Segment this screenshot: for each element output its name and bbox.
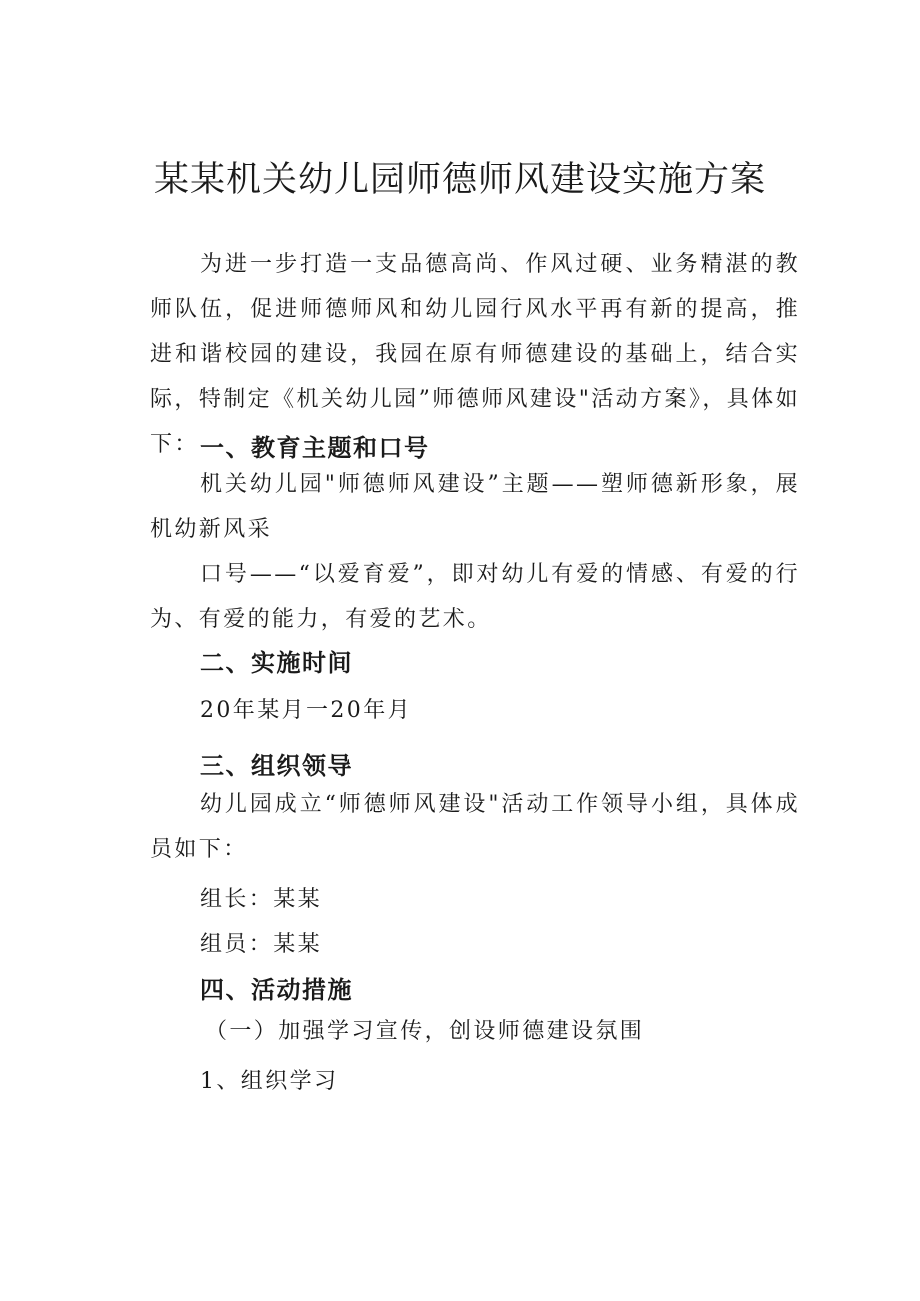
document-title: 某某机关幼儿园师德师风建设实施方案 xyxy=(153,160,766,200)
section-heading-time: 二、实施时间 xyxy=(200,649,353,677)
group-member: 组员：某某 xyxy=(200,932,323,957)
measure-item: 1、组织学习 xyxy=(200,1069,339,1094)
leadership-paragraph: 幼儿园成立“师德师风建设"活动工作领导小组，具体成员如下： xyxy=(150,792,800,862)
section-heading-leadership: 三、组织领导 xyxy=(200,752,353,780)
theme-paragraph: 机关幼儿园"师德师风建设”主题——塑师德新形象，展机幼新风采 xyxy=(150,472,800,542)
measure-subheading: （一）加强学习宣传，创设师德建设氛围 xyxy=(205,1019,645,1044)
section-heading-theme: 一、教育主题和口号 xyxy=(200,434,430,462)
group-leader: 组长：某某 xyxy=(200,887,323,912)
implementation-time: 20年某月一20年月 xyxy=(200,698,412,723)
slogan-paragraph: 口号——“以爱育爱”，即对幼儿有爱的情感、有爱的行为、有爱的能力，有爱的艺术。 xyxy=(150,562,800,632)
section-heading-measures: 四、活动措施 xyxy=(200,976,353,1004)
intro-paragraph: 为进一步打造一支品德高尚、作风过硬、业务精湛的教师队伍，促进师德师风和幼儿园行风水平再有新的提高，推进和谐校园的建设，我园在原有师德建设的基础上，结合实际，特制定《机关幼儿园”师德师风建设"活动方案》，具体如下： xyxy=(150,252,800,457)
